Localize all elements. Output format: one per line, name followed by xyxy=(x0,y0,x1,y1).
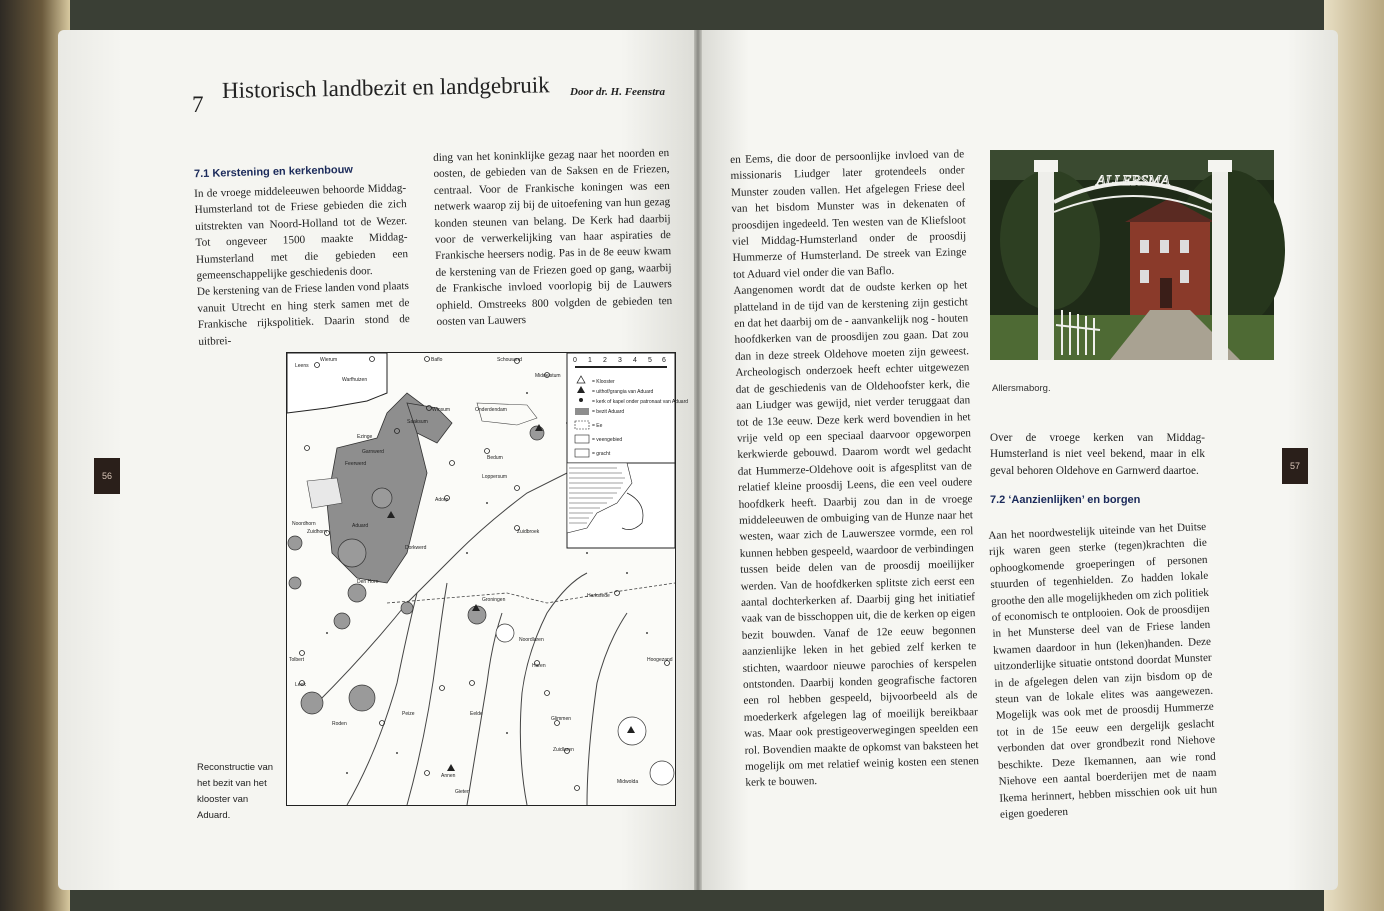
paragraph: ding van het koninklijke gezag naar het noorden en oosten, de gebieden van de Saksen en de Friezen, centraal. Voor de Frankische koningen was een netwerk waarop zij bij de uitoefening van hun gezag konden steunen van belang. De Kerk had daarbij voor de verwerkelijking van haar aspiraties de Frankische heersers nodig. Pas in de 8e eeuw kwam de kerstening van de Friezen goed op gang, waarbij de Frankische invloed voorlopig bij de Lauwers ophield. Omstreeks 800 volgden de gebieden ten oosten van Lauwers xyxy=(433,147,673,329)
place-label: Hoogezand xyxy=(647,657,673,663)
place-label: Haren xyxy=(532,663,546,669)
legend-entry: = kerk of kapel onder patronaat van Aduard xyxy=(592,399,689,405)
place-label: Harkstede xyxy=(587,593,610,599)
scale-label: 0 xyxy=(573,357,577,364)
right-column-3 xyxy=(988,519,1218,823)
paragraph: Over de vroege kerken van Middag-Humsterland is niet veel bekend, maar in elk geval behoren Oldehove en Garnwerd daartoe. xyxy=(990,432,1205,477)
place-label: Zuidlaren xyxy=(553,747,574,753)
place-label: Warfhuizen xyxy=(342,377,368,383)
place-label: Ezinge xyxy=(357,434,373,440)
aduard-estate-map xyxy=(286,352,689,806)
place-label: Den Horn xyxy=(357,579,379,585)
place-label: Leek xyxy=(295,682,306,688)
place-label: Middelstum xyxy=(535,373,561,379)
right-column-2 xyxy=(990,430,1205,479)
chapter-number: 7 xyxy=(192,92,204,117)
place-label: Annen xyxy=(441,773,456,779)
place-label: Bedum xyxy=(487,455,503,461)
place-label: Noordlaren xyxy=(519,637,544,643)
paragraph: Aan het noordwestelijk uiteinde van het Duitse rijk waren geen sterke (tegen)krachten die ophoogkomende groeperingen of personen stuurden of tegenhielden. Zo hadden lokale groothe den alle mogelijkheden om zich politiek of economisch te ontplooien. Ook de proosdijen in het Munsterse deel van de Friese landen kwamen daardoor in hun (leken)handen. Deze uitzonderlijke situatie ontstond doordat Munster in de afgelegen delen van zijn bisdom op de steun van de lokale elites was aangewezen. Mogelijk was ook met de proosdij Hummerze tot in de 15e eeuw een dergelijk geslacht verbonden dat over grondbezit rond Niehove beschikte. Deze Ikemannen, aan wie rond Niehove een aantal boerderijen met de naam Ikema herinnert, hebben misschien ook uit hun eigen goederen xyxy=(988,520,1218,821)
photo-drawing xyxy=(990,150,1274,360)
place-label: Eelde xyxy=(470,711,483,717)
scale-label: 1 xyxy=(588,357,592,364)
scale-label: 6 xyxy=(662,357,666,364)
right-column-1 xyxy=(730,146,980,791)
place-label: Midwolda xyxy=(617,779,639,785)
place-label: Gieten xyxy=(455,789,470,795)
place-label: Saaksum xyxy=(407,419,428,425)
legend-entry: = gracht xyxy=(592,451,611,457)
book-gutter xyxy=(694,30,702,890)
map-caption: Reconstructie van het bezit van het klooster van Aduard. xyxy=(197,762,274,821)
paragraph: In de vroege middeleeuwen behoorde Middag-Humsterland tot de Friese gebieden die zich uitstrekten van Noord-Holland tot de Wezer. Tot ongeveer 1500 maakte Middag-Humsterland met die gebieden een gemeenschappelijke geschiedenis door. xyxy=(194,182,409,282)
place-label: Wierum xyxy=(320,357,338,363)
place-label: Glimmen xyxy=(551,716,572,722)
place-label: Loppersum xyxy=(482,474,508,480)
chapter-author: Door dr. H. Feenstra xyxy=(570,86,666,98)
place-label: Zuidbroek xyxy=(517,529,540,535)
place-label: Baflo xyxy=(431,357,443,363)
legend-entry: = veengebied xyxy=(592,437,623,443)
place-label: Noordhorn xyxy=(292,521,316,527)
section-heading-7-1: 7.1 Kerstening en kerkenbouw xyxy=(193,163,354,181)
section-heading-7-2: 7.2 ‘Aanzienlijken’ en borgen xyxy=(990,494,1141,506)
place-label: Feerwerd xyxy=(345,461,367,467)
map-drawing xyxy=(287,353,689,805)
allersmaborg-photo xyxy=(990,150,1274,360)
paragraph: en Eems, die door de persoonlijke invloed van de missionaris Liudger later grotendeels onder Munster zouden vallen. Het afgelegen Friese deel van het bisdom Munster was in dekenaten of proosdijen ingedeeld. Ten westen van de Kliefsloot viel Middag-Humsterland onder de proosdij Hummerze of Humsterland. De streek van Ezinge tot Aduard viel onder die van Baflo. xyxy=(730,148,967,281)
place-label: Dorkwerd xyxy=(405,545,427,551)
place-label: Adorp xyxy=(435,497,449,503)
scale-label: 3 xyxy=(618,357,622,364)
place-label: Peize xyxy=(402,711,415,717)
gate-sign: ALLERSMA xyxy=(1096,173,1170,189)
legend-entry: = uithof/grangia van Aduard xyxy=(592,389,654,395)
chapter-title: Historisch landbezit en landgebruik xyxy=(221,72,550,103)
place-label: Leens xyxy=(295,363,309,369)
place-label: Onderdendam xyxy=(475,407,507,413)
page-number-left: 56 xyxy=(94,458,120,494)
legend-entry: = Klooster xyxy=(592,379,615,385)
left-column-2 xyxy=(433,145,673,330)
place-label: Winsum xyxy=(432,407,451,413)
place-label: Schouwerd xyxy=(497,357,523,363)
page-number-right: 57 xyxy=(1282,448,1308,484)
place-label: Garnwerd xyxy=(362,449,384,455)
scale-label: 5 xyxy=(648,357,652,364)
place-label: Roden xyxy=(332,721,347,727)
place-label: Aduard xyxy=(352,523,369,529)
legend-entry: = bezit Aduard xyxy=(592,409,625,415)
place-label: Tolbert xyxy=(289,657,305,663)
left-column-1 xyxy=(194,180,410,350)
paragraph: Aangenomen wordt dat de oudste kerken op het platteland in de tijd van de kerstening zijn gesticht en dat het daarbij om de - aanvankelijk nog - houten hoofdkerken van de proosdijen zou gaan. Dat zou dan in deze streek Oldehove moeten zijn geweest. Archeologisch onderzoek heeft echter uitgewezen dat de geschiedenis van de Oldehoofster kerk, die aan Liudger was gewijd, niet verder teruggaat dan tot de 13e eeuw. Deze kerk werd bovendien in het vrije veld op een speciaal daarvoor opgeworpen kerkwierde gebouwd. Daarom wordt wel gedacht dat Hummerze-Oldehove ooit is afgesplitst van de relatief kleine proosdij Leens, die een veel oudere hoofdkerk heeft. Daarbij zou dan in de vroege middeleeuwen de ombuiging van de Hunze naar het westen, waar zich de Lauwerszee vormde, een rol kunnen hebben gespeeld, waardoor de verbindingen tussen beide delen van de proosdij moeilijker werden. Van de hoofdkerken splitste zich eerst een aantal dochterkerken af. Daarbij ging het initiatief vaak van de bisschoppen uit, die de kerken op eigen bezit bouwden. Vanaf de 12e eeuw begonnen aanzienlijke leken in het gebied zelf kerken te stichten, waardoor nieuwe parochies of kerspelen ontstonden. Daarbij konden geografische factoren een rol hebben gespeeld, bijvoorbeeld als de moederkerk afgelegen lag of moeilijk bereikbaar was. Maar ook prestigeoverwegingen speelden een rol. Bovendien maakte de opkomst van baksteen het mogelijk om met relatief weinig kosten een stenen kerk te bouwen. xyxy=(733,279,980,790)
scale-label: 4 xyxy=(633,357,637,364)
place-label: Groningen xyxy=(482,597,506,603)
scale-label: 2 xyxy=(603,357,607,364)
paragraph: De kerstening van de Friese landen vond plaats vanuit Utrecht en hing sterk samen met de Frankische rijkspolitiek. Daarin stond de uitbrei- xyxy=(196,280,410,348)
place-label: Zuidhorn xyxy=(307,529,327,535)
legend-entry: = Ee xyxy=(592,423,603,429)
photo-caption: Allersmaborg. xyxy=(992,383,1051,394)
